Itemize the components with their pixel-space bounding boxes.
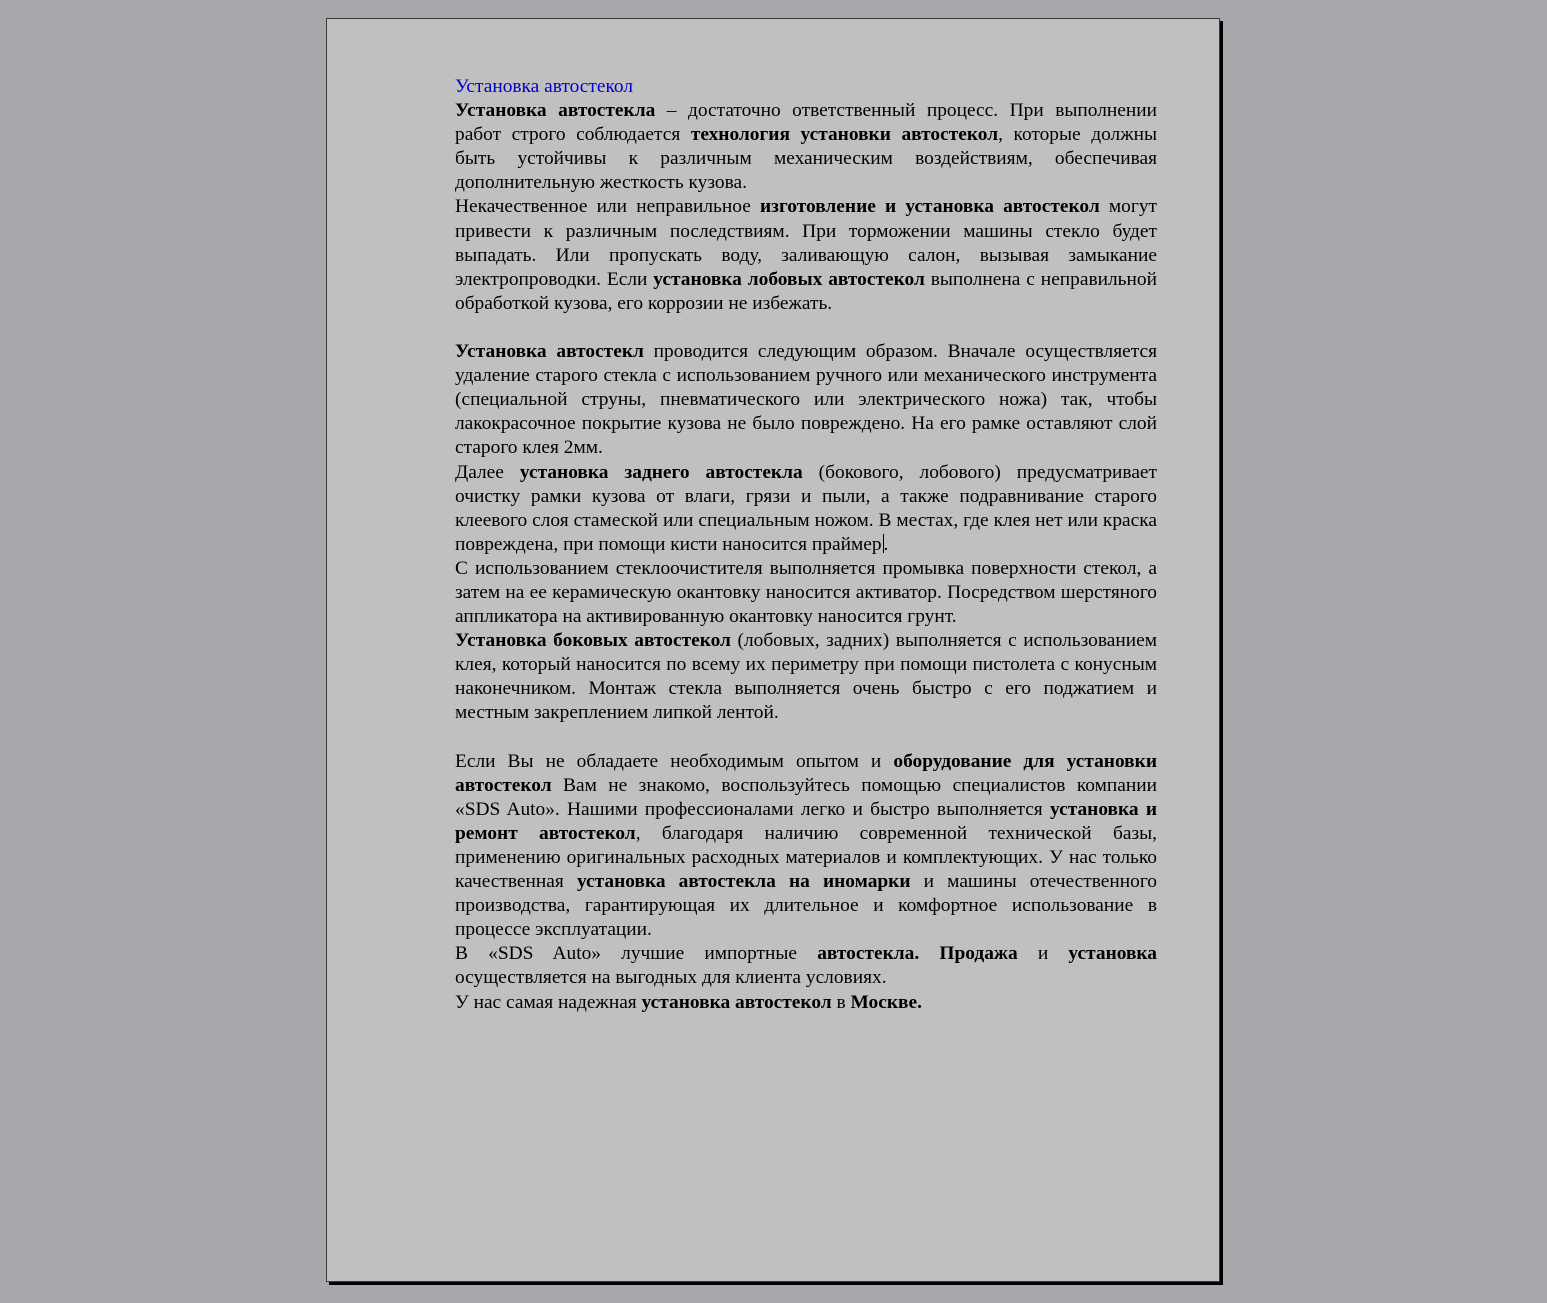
text-run: В «SDS Auto» лучшие импортные	[455, 943, 818, 965]
paragraph-p1	[455, 99, 1157, 195]
paragraph-p7	[455, 750, 1157, 943]
text-run: Если Вы не обладаете необходимым опытом и	[455, 750, 894, 772]
bold-text-run: установка лобовых автостекол	[653, 268, 925, 290]
text-run: С использованием стеклоочистителя выполняется промывка поверхности стекол, а затем на ее керамическую окантовку наносится активатор. Посредством шерстяного аппликатора на активированную окантовку наносится грунт.	[455, 557, 1157, 628]
bold-text-run: Москве.	[850, 991, 922, 1013]
text-run: Вам не знакомо, воспользуйтесь помощью специалистов компании «SDS Auto». Нашими профессионалами легко и быстро выполняется	[455, 774, 1157, 820]
text-run: – достаточно ответственный процесс. При выполнении работ строго соблюдается	[455, 100, 1157, 146]
text-run: , которые должны быть устойчивы к различным механическим воздействиям, обеспечивая дополнительную жесткость кузова.	[455, 124, 1157, 194]
text-run: Некачественное или неправильное	[455, 196, 760, 218]
text-run: и	[1017, 943, 1069, 965]
bold-text-run: автостекла. Продажа	[817, 943, 1018, 965]
bold-text-run: установка и ремонт автостекол	[455, 798, 1157, 844]
paragraph-p2	[455, 195, 1157, 315]
paragraph-p9	[455, 991, 1157, 1015]
text-run: (бокового, лобового) предусматривает очистку рамки кузова от влаги, грязи и пыли, а также подравнивание старого клеевого слоя стамеской или специальным ножом. В местах, где клея нет или краска повреждена, при помощи кисти наносится праймер	[455, 461, 1158, 555]
paragraph-list	[455, 99, 1157, 1015]
text-run: могут привести к различным последствиям. При торможении машины стекло будет выпадать. Или пропускать воду, заливающую салон, вызывая замыкание электропроводки. Если	[455, 196, 1157, 290]
paragraph-p6	[455, 629, 1157, 725]
bold-text-run: Установка боковых автостекол	[455, 630, 731, 652]
paragraph-spacer	[455, 316, 1157, 340]
text-run: выполнена с неправильной обработкой кузова, его коррозии не избежать.	[455, 268, 1157, 314]
bold-text-run: установка	[1068, 943, 1157, 965]
text-run: в	[831, 991, 851, 1013]
bold-text-run: Установка автостекл	[455, 341, 644, 363]
document-body[interactable]	[455, 75, 1157, 1015]
paragraph-p3	[455, 340, 1157, 460]
paragraph-spacer	[455, 726, 1157, 750]
paragraph-p5	[455, 557, 1157, 629]
bold-text-run: установка автостекла на иномарки	[576, 871, 911, 893]
text-run: (лобовых, задних) выполняется с использованием клея, который наносится по всему их периметру при помощи пистолета с конусным наконечником. Монтаж стекла выполняется очень быстро с его поджатием и местным закреплением липкой лентой.	[455, 630, 1157, 724]
bold-text-run: оборудование для установки автостекол	[455, 750, 1157, 796]
text-run: У нас самая надежная	[455, 991, 642, 1013]
paragraph-p8	[455, 942, 1157, 990]
text-run: осуществляется на выгодных для клиента условиях.	[455, 967, 887, 989]
text-run: Далее	[455, 461, 520, 483]
text-run: , благодаря наличию современной технической базы, применению оригинальных расходных материалов и комплектующих. У нас только качественная	[455, 822, 1157, 893]
bold-text-run: технология установки автостекол	[690, 124, 999, 146]
bold-text-run: установка заднего автостекла	[519, 461, 803, 483]
text-run: проводится следующим образом. Вначале осуществляется удаление старого стекла с использованием ручного или механического инструмента (специальной струны, пневматического или электрического ножа) так, чтобы лакокрасочное покрытие кузова не было повреждено. На его рамке оставляют слой старого клея 2мм.	[455, 341, 1158, 459]
document-title: Установка автостекол	[455, 76, 634, 97]
bold-text-run: изготовление и установка автостекол	[759, 196, 1100, 218]
bold-text-run: Установка автостекла	[455, 100, 656, 122]
document-page[interactable]	[326, 18, 1220, 1282]
text-run: и машины отечественного производства, гарантирующая их длительное и комфортное использование в процессе эксплуатации.	[455, 871, 1157, 941]
text-run: .	[883, 533, 889, 555]
bold-text-run: установка автостекол	[641, 991, 832, 1013]
paragraph-p4	[455, 461, 1157, 557]
